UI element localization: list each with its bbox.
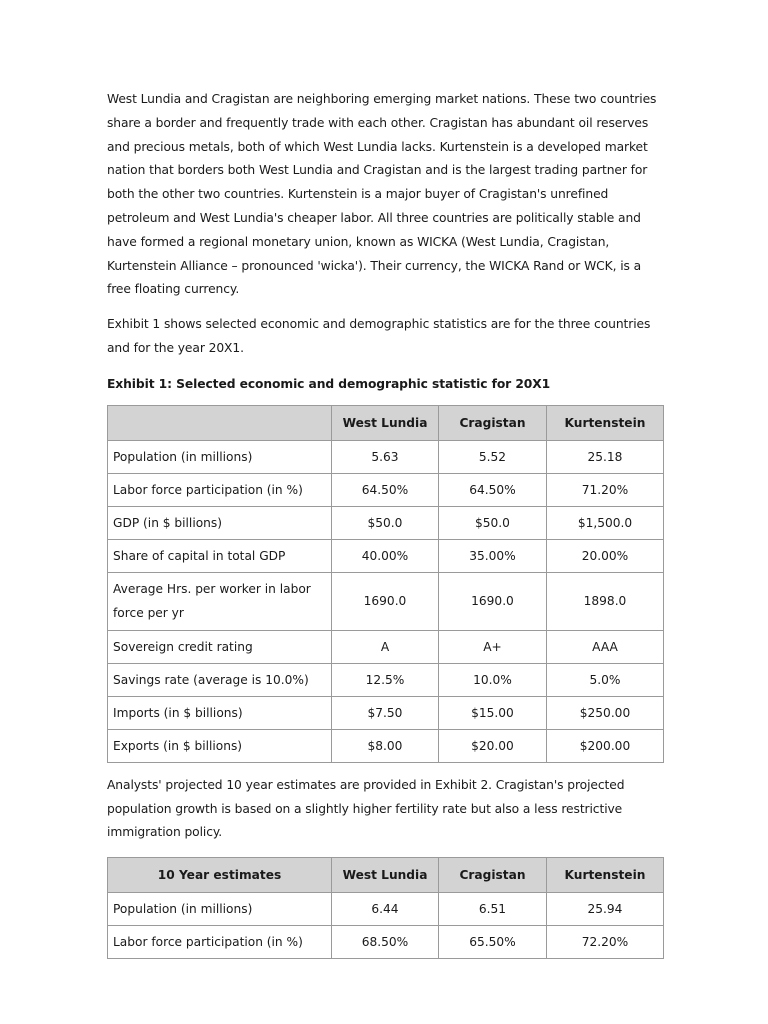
row-label: Population (in millions) xyxy=(108,440,332,473)
table-row xyxy=(108,539,664,572)
table-cell: A xyxy=(332,630,439,663)
table-row xyxy=(108,893,664,926)
row-label: Labor force participation (in %) xyxy=(108,926,332,959)
row-label: Population (in millions) xyxy=(108,893,332,926)
table-cell: 12.5% xyxy=(332,663,439,696)
table-header-cell: Cragistan xyxy=(439,405,547,440)
table-cell: 10.0% xyxy=(439,663,547,696)
table-row xyxy=(108,729,664,762)
exhibit-1-title: Exhibit 1: Selected economic and demographic statistic for 20X1 xyxy=(107,376,551,391)
table-cell: 68.50% xyxy=(332,926,439,959)
row-label: Labor force participation (in %) xyxy=(108,473,332,506)
exhibit-1-table xyxy=(107,405,664,763)
table-cell: 6.51 xyxy=(439,893,547,926)
table-header-cell: Kurtenstein xyxy=(547,405,664,440)
row-label: Imports (in $ billions) xyxy=(108,696,332,729)
row-label: Savings rate (average is 10.0%) xyxy=(108,663,332,696)
table-header-row xyxy=(108,858,664,893)
exhibit-2-table xyxy=(107,857,664,959)
table-header-cell: West Lundia xyxy=(332,858,439,893)
table-row xyxy=(108,663,664,696)
row-label: Exports (in $ billions) xyxy=(108,729,332,762)
document-page xyxy=(107,88,663,959)
table-cell: 64.50% xyxy=(332,473,439,506)
table-row xyxy=(108,506,664,539)
table-cell: 5.63 xyxy=(332,440,439,473)
table-cell: $8.00 xyxy=(332,729,439,762)
table-row xyxy=(108,440,664,473)
table-header-cell xyxy=(108,405,332,440)
table-cell: $50.0 xyxy=(439,506,547,539)
table-cell: 1690.0 xyxy=(332,572,439,630)
row-label: Share of capital in total GDP xyxy=(108,539,332,572)
intro-paragraph-1: West Lundia and Cragistan are neighboring emerging market nations. These two countries share a border and frequently trade with each other. Cragistan has abundant oil reserves and precious metals, both of which West Lundia lacks. Kurtenstein is a developed market nation that borders both West Lundia and Cragistan and is the largest trading partner for both the other two countries. Kurtenstein is a major buyer of Cragistan's unrefined petroleum and West Lundia's cheaper labor. All three countries are politically stable and have formed a regional monetary union, known as WICKA (West Lundia, Cragistan, Kurtenstein Alliance – pronounced 'wicka'). Their currency, the WICKA Rand or WCK, is a free floating currency. xyxy=(107,92,657,297)
table-cell: 6.44 xyxy=(332,893,439,926)
table-cell: 40.00% xyxy=(332,539,439,572)
table-cell: $50.0 xyxy=(332,506,439,539)
table-cell: 5.52 xyxy=(439,440,547,473)
table-header-cell: 10 Year estimates xyxy=(108,858,332,893)
table-cell: 1690.0 xyxy=(439,572,547,630)
table-cell: 25.18 xyxy=(547,440,664,473)
table-cell: 1898.0 xyxy=(547,572,664,630)
table-cell: 5.0% xyxy=(547,663,664,696)
table-cell: 64.50% xyxy=(439,473,547,506)
table-cell: 35.00% xyxy=(439,539,547,572)
table-header-cell: Cragistan xyxy=(439,858,547,893)
table-header-row xyxy=(108,405,664,440)
table-cell: 20.00% xyxy=(547,539,664,572)
table-row xyxy=(108,696,664,729)
table-cell: AAA xyxy=(547,630,664,663)
table-cell: $250.00 xyxy=(547,696,664,729)
table-cell: 25.94 xyxy=(547,893,664,926)
row-label: Average Hrs. per worker in labor force per yr xyxy=(108,572,332,630)
table-cell: 72.20% xyxy=(547,926,664,959)
table-header-cell: West Lundia xyxy=(332,405,439,440)
table-cell: $7.50 xyxy=(332,696,439,729)
table-cell: 65.50% xyxy=(439,926,547,959)
table-cell: $15.00 xyxy=(439,696,547,729)
table-cell: $20.00 xyxy=(439,729,547,762)
table-cell: $200.00 xyxy=(547,729,664,762)
projection-paragraph: Analysts' projected 10 year estimates are provided in Exhibit 2. Cragistan's projected population growth is based on a slightly higher fertility rate but also a less restrictive immigration policy. xyxy=(107,777,625,840)
table-row xyxy=(108,473,664,506)
table-row xyxy=(108,572,664,630)
table-cell: A+ xyxy=(439,630,547,663)
intro-paragraph-2: Exhibit 1 shows selected economic and demographic statistics are for the three countries and for the year 20X1. xyxy=(107,317,651,355)
table-row xyxy=(108,630,664,663)
table-header-cell: Kurtenstein xyxy=(547,858,664,893)
table-row xyxy=(108,926,664,959)
row-label: Sovereign credit rating xyxy=(108,630,332,663)
row-label: GDP (in $ billions) xyxy=(108,506,332,539)
table-cell: 71.20% xyxy=(547,473,664,506)
table-cell: $1,500.0 xyxy=(547,506,664,539)
